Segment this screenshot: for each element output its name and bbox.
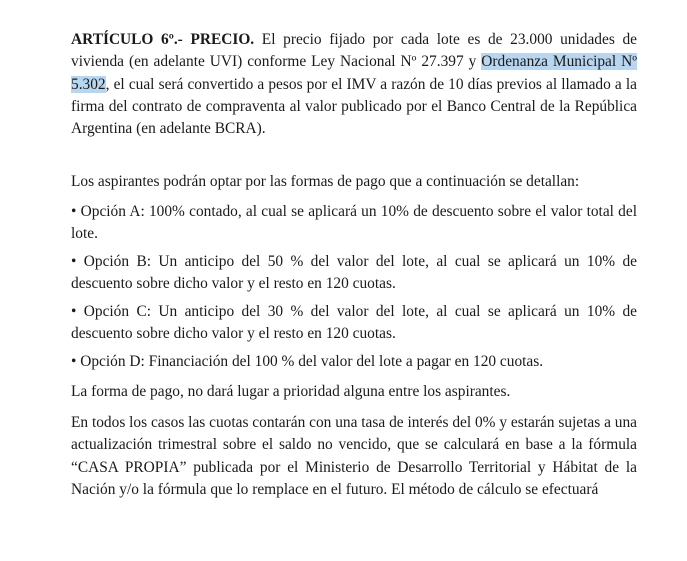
option-a: • Opción A: 100% contado, al cual se aplicará un 10% de descuento sobre el valor total del lote. <box>71 203 637 243</box>
article-text-part-2: , el cual será convertido a pesos por el IMV a razón de 10 días previos al llamado a la firma del contrato de compraventa al valor publicado por el Banco Central de la República Argentina (en adelante BCRA). <box>71 75 637 138</box>
option-d: • Opción D: Financiación del 100 % del valor del lote a pagar en 120 cuotas. <box>71 353 544 370</box>
article-6-paragraph <box>71 29 637 140</box>
option-b: • Opción B: Un anticipo del 50 % del valor del lote, al cual se aplicará un 10% de descuento sobre dicho valor y el resto en 120 cuotas. <box>71 253 637 293</box>
option-c: • Opción C: Un anticipo del 30 % del valor del lote, al cual se aplicará un 10% de descuento sobre dicho valor y el resto en 120 cuotas. <box>71 303 637 343</box>
selected-text-highlight[interactable]: Ordenanza Municipal Nº 5.302 <box>71 53 637 93</box>
payment-intro: Los aspirantes podrán optar por las formas de pago que a continuación se detallan: <box>71 173 580 190</box>
article-heading: ARTÍCULO 6º.- PRECIO. <box>71 31 255 48</box>
priority-note: La forma de pago, no dará lugar a prioridad alguna entre los aspirantes. <box>71 383 511 400</box>
final-paragraph: En todos los casos las cuotas contarán con una tasa de interés del 0% y estarán sujetas a una actualización trimestral sobre el saldo no vencido, que se calculará en base a la fórmula “CASA PROPIA” publicada por el Ministerio de Desarrollo Territorial y Hábitat de la Nación y/o la fórmula que lo remplace en el futuro. El método de cálculo se efectuará <box>71 414 637 498</box>
article-text-part-1: El precio fijado por cada lote es de 23.000 unidades de vivienda (en adelante UVI) conforme Ley Nacional Nº 27.397 y <box>71 31 637 71</box>
